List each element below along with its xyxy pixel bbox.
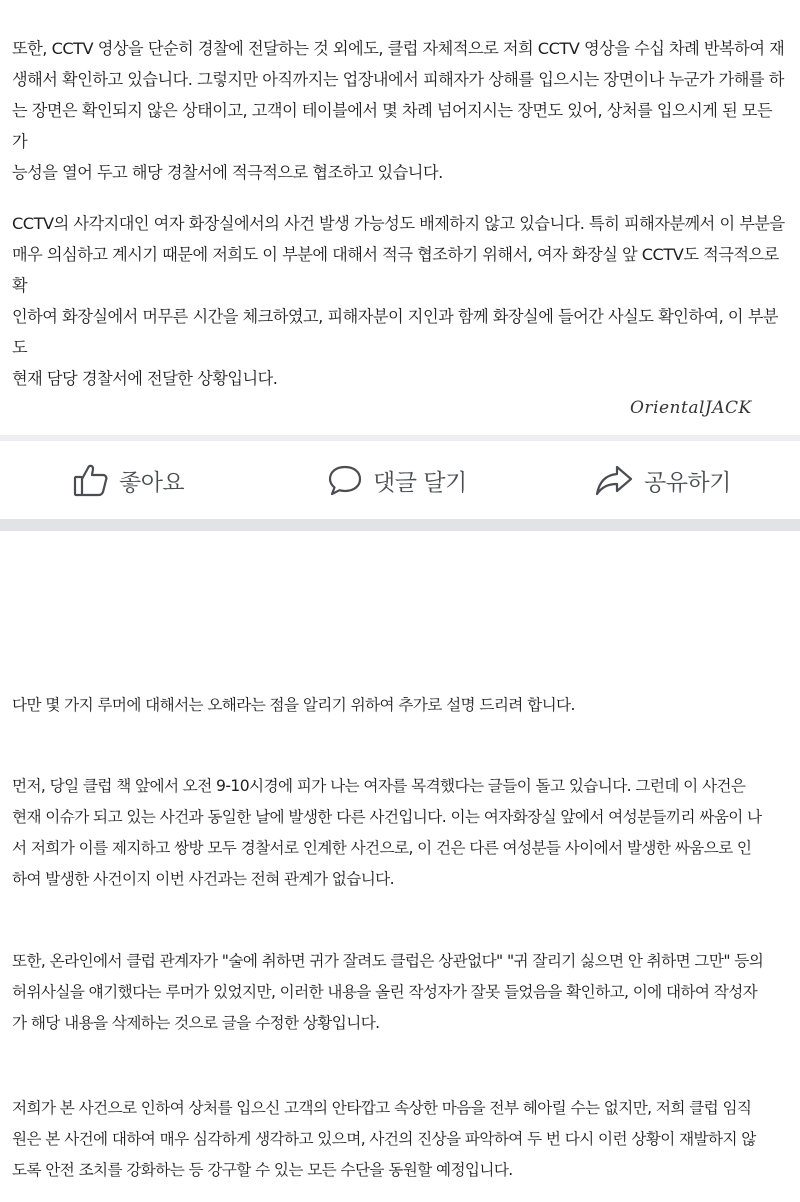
post-paragraph: CCTV의 사각지대인 여자 화장실에서의 사건 발생 가능성도 배제하지 않고 있습니다. 특히 피해자분께서 이 부분을 매우 의심하고 계시기 때문에 저희도 이 부분에 대해서 적극 협조하기 위해서, 여자 화장실 앞 CCTV도 적극적으로 확 인하여 화장실에서 머무른 시간을 체크하였고, 피해자분이 지인과 함께 화장실에 들어간 사실도 확인하여, 이 부분도 현재 담당 경찰서에 전달한 상황입니다.: [12, 214, 785, 388]
article-paragraph: 또한, 온라인에서 클럽 관계자가 "술에 취하면 귀가 잘려도 클럽은 상관없다" "귀 잘리기 싫으면 안 취하면 그만" 등의 허위사실을 얘기했다는 루머가 있었지만, 이러한 내용을 올린 작성자가 잘못 들었음을 확인하고, 이에 대하여 작성자 가 해당 내용을 삭제하는 것으로 글을 수정한 상황입니다.: [12, 952, 764, 1032]
article-paragraph: 저희가 본 사건으로 인하여 상처를 입으신 고객의 안타깝고 속상한 마음을 전부 헤아릴 수는 없지만, 저희 클럽 임직 원은 본 사건에 대하여 매우 심각하게 생각하고 있으며, 사건의 진상을 파악하여 두 번 다시 이런 상황이 재발하지 않 도록 안전 조치를 강화하는 등 강구할 수 있는 모든 수단을 동원할 예정입니다.: [12, 1099, 756, 1179]
speech-bubble-icon: [327, 462, 363, 498]
section-separator: [0, 519, 800, 531]
share-label: 공유하기: [644, 469, 731, 496]
post-paragraph: 또한, CCTV 영상을 단순히 경찰에 전달하는 것 외에도, 클럽 자체적으로 저희 CCTV 영상을 수십 차례 반복하여 재 생해서 확인하고 있습니다. 그렇지만 아직까지는 업장내에서 피해자가 상해를 입으시는 장면이나 누군가 가해를 하 는 장면은 확인되지 않은 상태이고, 고객이 테이블에서 몇 차례 넘어지시는 장면도 있어, 상처를 입으시게 된 모든 가 능성을 열어 두고 해당 경찰서에 적극적으로 협조하고 있습니다.: [12, 39, 785, 182]
share-arrow-icon: [594, 462, 634, 498]
like-button[interactable]: [73, 460, 184, 500]
comment-label: 댓글 달기: [373, 469, 467, 496]
signature-logo: OrientalJACK: [630, 398, 752, 418]
article-paragraph: 먼저, 당일 클럽 책 앞에서 오전 9-10시경에 피가 나는 여자를 목격했다는 글들이 돌고 있습니다. 그런데 이 사건은 현재 이슈가 되고 있는 사건과 동일한 날에 발생한 다른 사건입니다. 이는 여자화장실 앞에서 여성분들끼리 싸움이 나 서 저희가 이를 제지하고 쌍방 모두 경찰서로 인계한 사건으로, 이 건은 다른 여성분들 사이에서 발생한 싸움으로 인 하여 발생한 사건이지 이번 사건과는 전혀 관계가 없습니다.: [12, 777, 762, 888]
thumbs-up-icon: [73, 462, 109, 498]
facebook-post-body: [0, 0, 800, 435]
article-paragraph: 다만 몇 가지 루머에 대해서는 오해라는 점을 알리기 위하여 추가로 설명 드리려 합니다.: [12, 696, 575, 714]
like-label: 좋아요: [119, 469, 185, 496]
post-action-bar: [0, 441, 800, 519]
share-button[interactable]: [594, 460, 731, 500]
comment-button[interactable]: [327, 460, 467, 500]
